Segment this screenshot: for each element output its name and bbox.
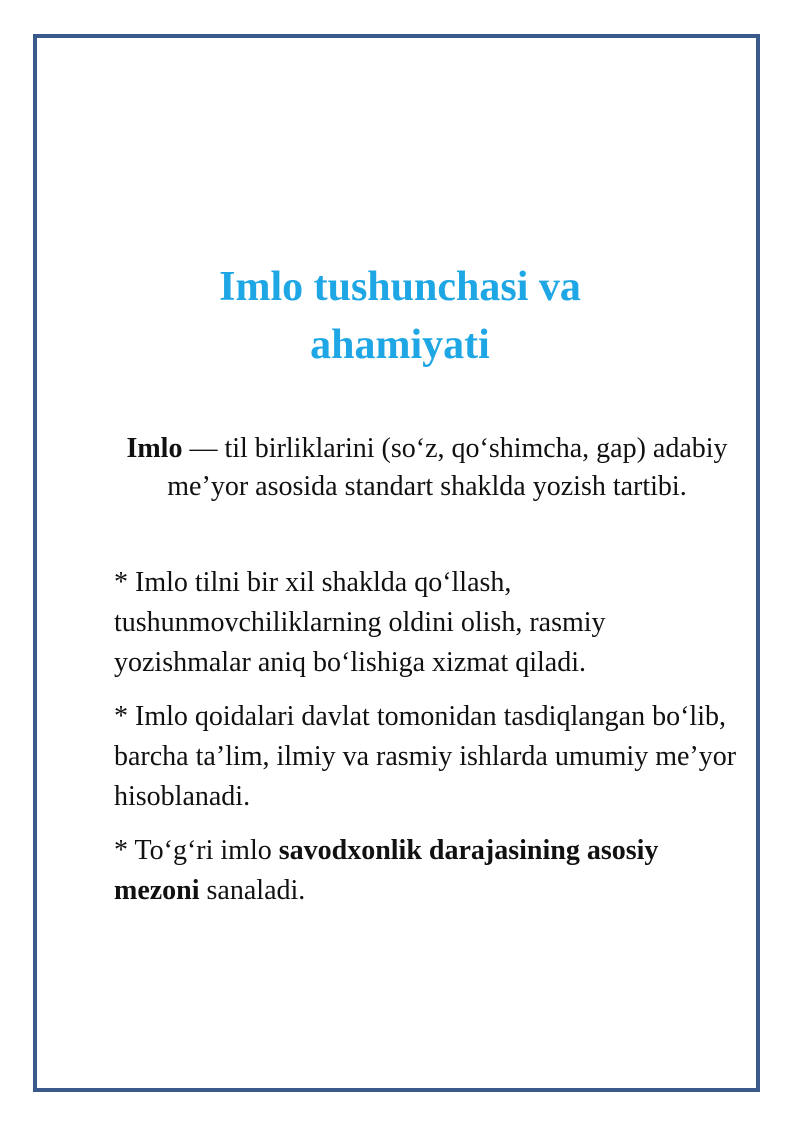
bullet-item-2: * Imlo qoidalari davlat tomonidan tasdiqlangan bo‘lib, barcha ta’lim, ilmiy va rasmiy ishlarda umumiy me’yor hisoblanadi.: [114, 701, 737, 812]
bullet-item-3: [114, 831, 740, 911]
title-line-2: ahamiyati: [310, 322, 490, 368]
page-title: [120, 258, 680, 374]
bullet-list: [114, 563, 740, 925]
title-line-1: Imlo tushunchasi va: [219, 264, 581, 310]
definition-paragraph: [118, 430, 736, 506]
definition-text: — til birliklarini (so‘z, qo‘shimcha, gap) adabiy me’yor asosida standart shaklda yozish tartibi.: [167, 433, 728, 502]
bullet-3-bold: savodxonlik darajasining asosiy mezoni: [114, 835, 659, 906]
bullet-3-prefix: * To‘g‘ri imlo: [114, 835, 279, 866]
bullet-3-suffix: sanaladi.: [199, 875, 306, 906]
definition-term: Imlo: [126, 433, 183, 464]
bullet-item-1: * Imlo tilni bir xil shaklda qo‘llash, tushunmovchiliklarning oldini olish, rasmiy yozishmalar aniq bo‘lishiga xizmat qiladi.: [114, 567, 606, 678]
